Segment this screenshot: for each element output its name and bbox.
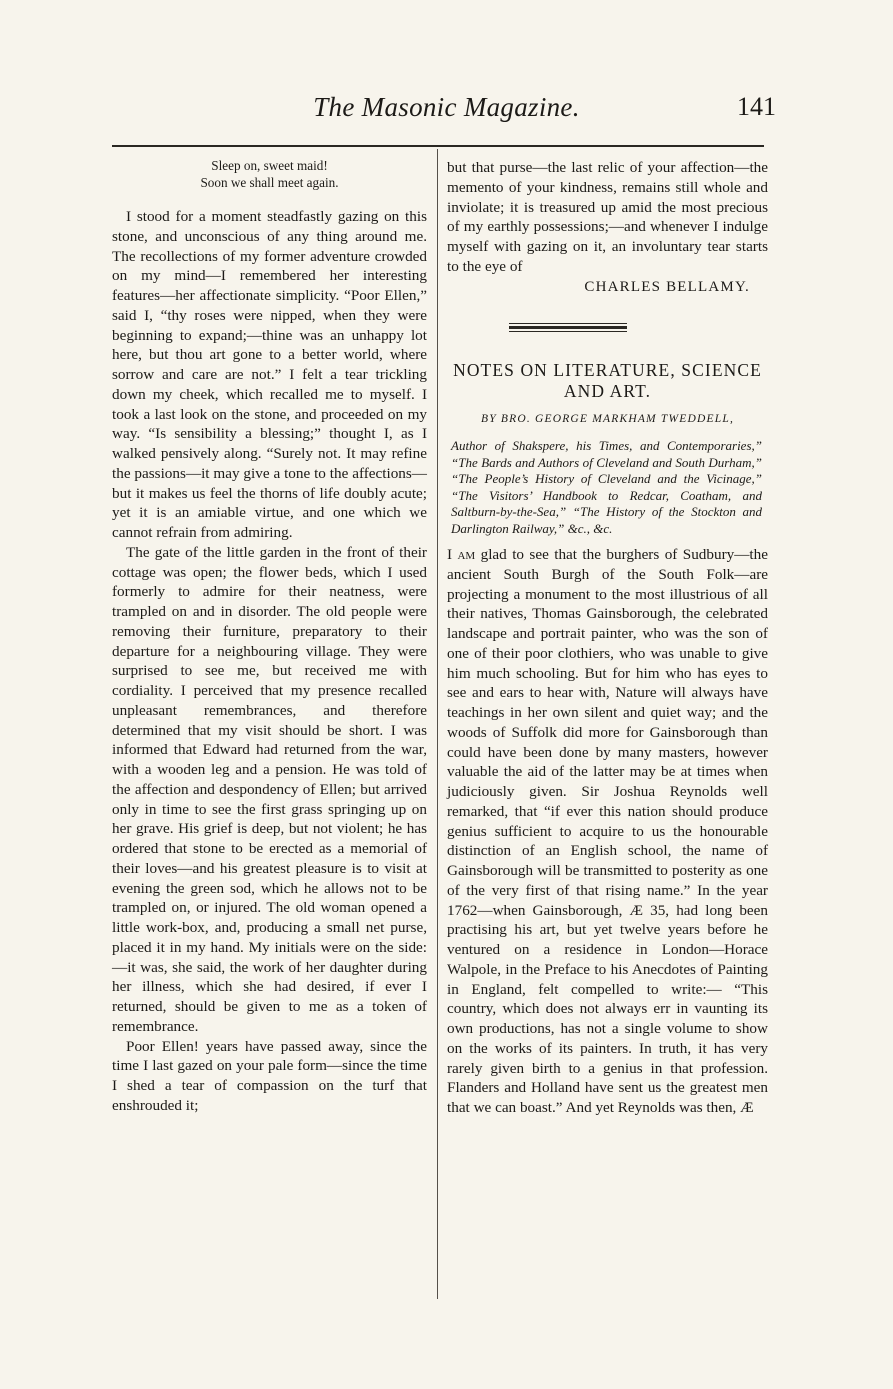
column-divider [437,149,438,1299]
section-ornament [509,323,627,332]
paragraph: The gate of the little garden in the front of their cottage was open; the flower beds, which I used formerly to admire for their neatness, were trampled on and in disorder. The old people were removing their furniture, preparatory to their departure for a neighbouring village. They were surprised to see me, but received me with cordiality. I perceived that my presence recalled unpleasant remembrances, and therefore determined that my visit should be short. I was informed that Edward had returned from the war, with a wooden leg and a pension. He was told of the affection and despondency of Ellen; but arrived only in time to see the first grass springing up on her grave. His grief is deep, but not violent; he has ordered that stone to be erected as a memorial of their loves—and his greatest pleasure is to visit at evening the green sod, which he allows not to be trampled on, or injured. The old woman opened a little work-box, and, producing a small net purse, placed it in my hand. My initials were on the side:—it was, she said, the work of her daughter during her illness, which she had desired, if ever I returned, should be given to me as a token of remembrance. [112,543,427,1035]
ornament-line [509,323,627,324]
verse-line: Soon we shall meet again. [200,174,339,190]
header-rule [112,145,764,147]
ornament-line-thick [509,326,627,329]
author-signature: CHARLES BELLAMY. [584,278,750,295]
left-column [112,158,427,1116]
ornament-line [509,331,627,332]
author-credentials: Author of Shakspere, his Times, and Contemporaries,” “The Bards and Authors of Cleveland and South Durham,” “The People’s History of Cleveland and the Vicinage,” “The Visitors’ Handbook to Redcar, Coatham, and Saltburn-by-the-Sea,” “The History of the Stockton and Darlington Railway,” &c., &c. [451,438,762,536]
article-text: glad to see that the burghers of Sudbury—the ancient South Burgh of the South Folk—are projecting a monument to the most illustrious of all their natives, Thomas Gainsborough, the celebrated landscape and portrait painter, who was the son of one of their poor clothiers, who was unable to give him much schooling. But for him who has eyes to see and ears to hear with, Nature will always have teachings in her own silent and quiet way; and the woods of Suffolk did more for Gainsborough than could have been done by many masters, however valuable the aid of the latter may be at times when judiciously given. Sir Joshua Reynolds well remarked, that “if ever this nation should produce genius sufficient to acquire to us the honourable distinction of an English school, the name of Gainsborough will be transmitted to posterity as one of the very first of that rising name.” In the year 1762—when Gainsborough, Æ 35, had long been practising his art, but yet twelve years before he ventured on a residence in London—Horace Walpole, in the Preface to his Anecdotes of Painting in England, felt compelled to write:— “This country, which does not always err in vaunting its own productions, has not a single volume to show on the works of its painters. In truth, it has very rarely given birth to a genius in that profession. Flanders and Holland have sent us the greatest men that we can boast.” And yet Reynolds was then, Æ [447,546,768,1116]
paragraph: I stood for a moment steadfastly gazing on this stone, and unconscious of any thing around me. The recollections of my former adventure crowded on my mind—I remembered her interesting features—her affectionate simplicity. “Poor Ellen,” said I, “thy roses were nipped, when they were beginning to expand;—thine was an unhappy lot here, but thou art gone to a better world, where sorrow and care are not.” I felt a tear trickling down my cheek, which recalled me to myself. I took a last look on the stone, and proceeded on my way. “Is sensibility a blessing;” thought I, as I walked pensively along. “Surely not. It may refine the passions—it may give a tone to the affections—but it makes us feel the thorns of life doubly acute; yet it is an amiable virtue, and one which we cannot refrain from admiring. [112,208,427,541]
story-continuation: but that purse—the last relic of your affection—the memento of your kindness, remains still whole and inviolate; it is treasured up amid the most precious of my earthly possessions;—and whenever I indulge myself with gazing on it, an involuntary tear starts to the eye of [447,159,768,275]
byline: BY BRO. GEORGE MARKHAM TWEDDELL, [480,413,735,426]
paragraph: Poor Ellen! years have passed away, since the time I last gazed on your pale form—since the time I shed a tear of compassion on the turf that enshrouded it; [112,1037,427,1114]
page-number: 141 [737,92,776,121]
page-header-title: The Masonic Magazine. [313,92,580,122]
verse-line: Sleep on, sweet maid! [211,158,328,173]
article-paragraph [447,545,768,1118]
lead-word: I am [447,546,476,563]
verse [112,158,427,191]
section-title: NOTES ON LITERATURE, SCIENCE AND ART. [453,360,762,402]
right-column [447,158,768,1118]
